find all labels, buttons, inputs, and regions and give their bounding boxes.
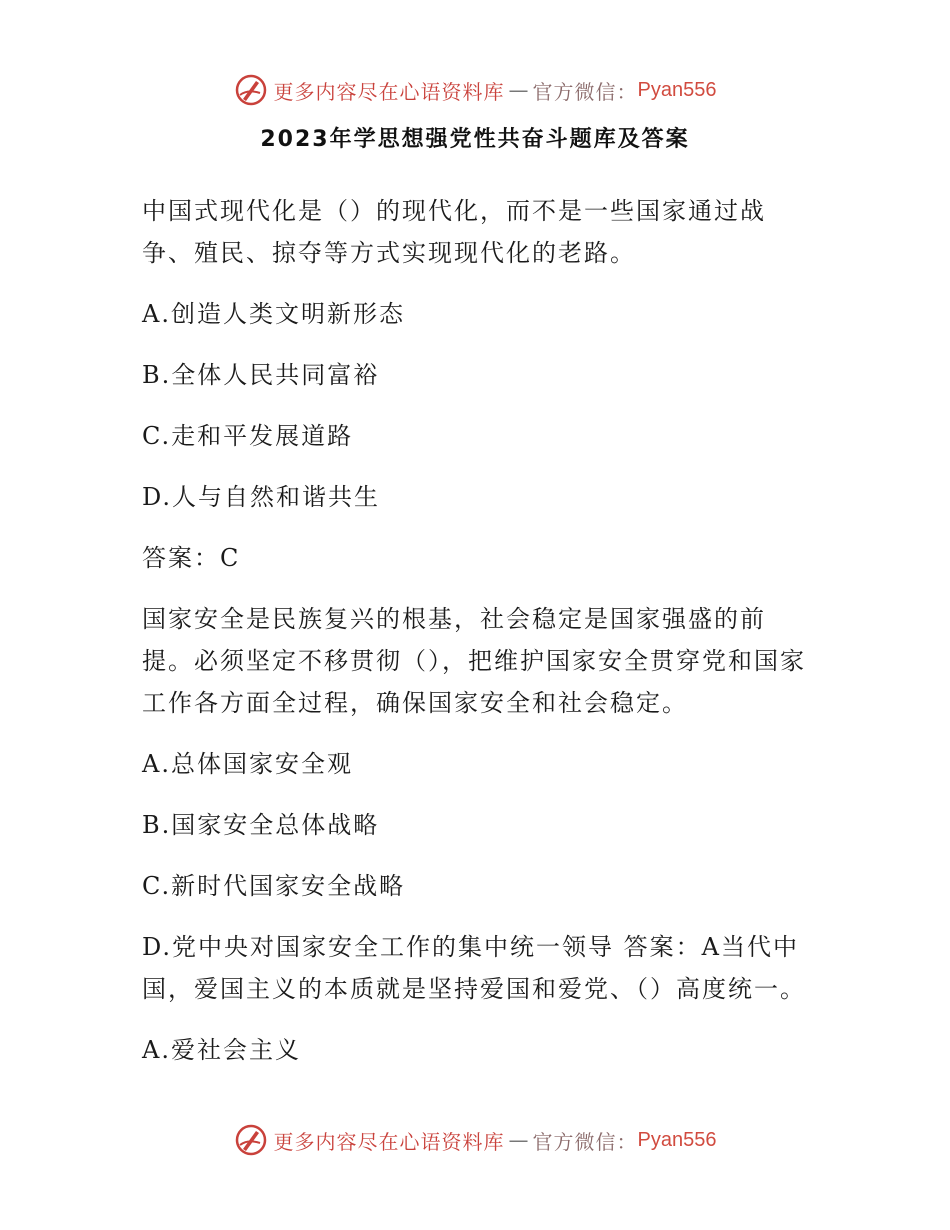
banner-official: 官方微信： (532, 1129, 638, 1154)
banner-brand: 更多内容尽在心语资料库 (273, 79, 505, 104)
question-1-option-d: D.人与自然和谐共生 (142, 483, 381, 511)
question-1-answer: 答案：C (142, 544, 241, 572)
banner-dash: — (508, 1128, 529, 1152)
banner-dash: — (508, 78, 529, 102)
question-1-text: 中国式现代化是（）的现代化，而不是一些国家通过战争、殖民、掠夺等方式实现现代化的老路。 (142, 197, 766, 267)
quill-pen-logo-icon (234, 73, 268, 107)
banner-wechat-id: Pyan556 (637, 78, 717, 101)
question-3-option-a: A.爱社会主义 (142, 1036, 301, 1064)
question-2-option-d-with-answer: D.党中央对国家安全工作的集中统一领导 答案：A当代中国，爱国主义的本质就是坚持爱国和爱党、（）高度统一。 (142, 933, 806, 1003)
question-2-option-c: C.新时代国家安全战略 (142, 872, 406, 900)
banner-official: 官方微信： (532, 79, 638, 104)
header-banner (0, 70, 950, 110)
question-1-option-c: C.走和平发展道路 (142, 422, 354, 450)
question-2-option-b: B.国家安全总体战略 (142, 811, 380, 839)
quill-pen-logo-icon (234, 1123, 268, 1157)
question-2-text: 国家安全是民族复兴的根基，社会稳定是国家强盛的前提。必须坚定不移贯彻（），把维护国家安全贯穿党和国家工作各方面全过程，确保国家安全和社会稳定。 (142, 605, 806, 717)
question-1-option-b: B.全体人民共同富裕 (142, 361, 380, 389)
banner-brand: 更多内容尽在心语资料库 (273, 1129, 505, 1154)
question-list (142, 190, 814, 1090)
question-1-option-a: A.创造人类文明新形态 (142, 300, 405, 328)
banner-wechat-id: Pyan556 (637, 1128, 717, 1151)
document-title: 2023年学思想强党性共奋斗题库及答案 (260, 127, 690, 152)
footer-banner (0, 1120, 950, 1160)
question-2-option-a: A.总体国家安全观 (142, 750, 353, 778)
